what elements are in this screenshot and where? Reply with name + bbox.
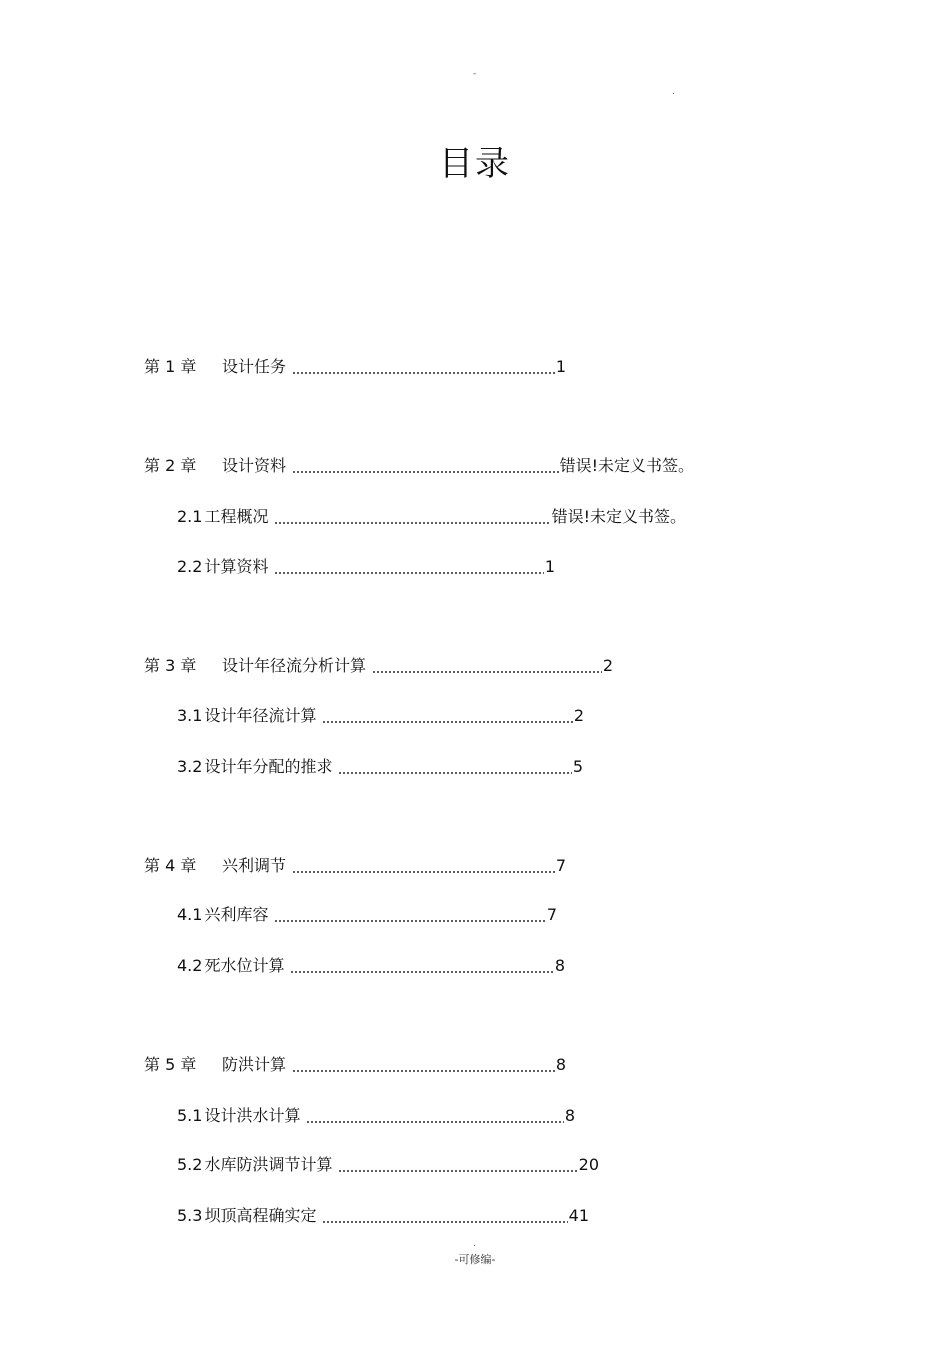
page-number: 7 [555, 856, 566, 875]
page-number: 1 [555, 357, 566, 376]
dot-leader [292, 1054, 555, 1076]
header-mark-dash: - [473, 69, 477, 79]
chapter-number: 第 5 章 [144, 1055, 197, 1074]
entry-title: 水库防洪调节计算 [204, 1155, 333, 1174]
entry-title: 设计年径流计算 [204, 706, 317, 725]
toc-chapter-4[interactable] [144, 855, 566, 877]
page-number: 41 [568, 1206, 589, 1225]
dot-leader [338, 756, 571, 778]
entry-title: 设计年径流分析计算 [222, 656, 367, 675]
section-number: 3.2 [177, 757, 203, 776]
page-number: 2 [602, 656, 613, 675]
toc-section-3-1[interactable] [177, 705, 584, 727]
toc-chapter-1[interactable] [144, 356, 566, 378]
dot-leader [274, 556, 543, 578]
page-number: 8 [564, 1106, 575, 1125]
entry-title: 设计年分配的推求 [204, 757, 333, 776]
chapter-number: 第 4 章 [144, 856, 197, 875]
entry-title: 计算资料 [204, 557, 269, 576]
dot-leader [292, 855, 555, 877]
entry-title: 工程概况 [204, 507, 269, 526]
toc-section-4-1[interactable] [177, 904, 557, 926]
page-footer: -可修编- [454, 1253, 496, 1266]
dot-leader [372, 655, 602, 677]
dot-leader [290, 955, 553, 977]
dot-leader [322, 1205, 567, 1227]
dot-leader [292, 356, 555, 378]
page-number: 8 [554, 956, 565, 975]
page-number: 5 [572, 757, 583, 776]
toc-chapter-2[interactable] [144, 455, 694, 477]
section-number: 4.1 [177, 905, 203, 924]
page-number: 2 [573, 706, 584, 725]
dot-leader [322, 705, 572, 727]
entry-title: 设计任务 [222, 357, 287, 376]
toc-section-4-2[interactable] [177, 955, 565, 977]
page-number: 1 [544, 557, 555, 576]
toc-chapter-3[interactable] [144, 655, 613, 677]
entry-title: 兴利调节 [222, 856, 287, 875]
toc-chapter-5[interactable] [144, 1054, 566, 1076]
entry-title: 设计资料 [222, 456, 287, 475]
dot-leader [274, 904, 545, 926]
page-title: 目录 [439, 144, 511, 184]
entry-title: 兴利库容 [204, 905, 269, 924]
entry-title: 防洪计算 [222, 1055, 287, 1074]
section-number: 5.2 [177, 1155, 203, 1174]
section-number: 2.2 [177, 557, 203, 576]
toc-section-3-2[interactable] [177, 756, 583, 778]
dot-leader [306, 1105, 563, 1127]
entry-title: 设计洪水计算 [204, 1106, 301, 1125]
toc-section-5-1[interactable] [177, 1105, 575, 1127]
chapter-number: 第 2 章 [144, 456, 197, 475]
toc-section-5-3[interactable] [177, 1205, 589, 1227]
page-number: 7 [546, 905, 557, 924]
header-mark-dot: . [672, 87, 675, 97]
dot-leader [292, 455, 559, 477]
dot-leader [274, 506, 550, 528]
section-number: 4.2 [177, 956, 203, 975]
toc-section-5-2[interactable] [177, 1154, 599, 1176]
page-number: 错误!未定义书签。 [559, 456, 694, 475]
chapter-number: 第 1 章 [144, 357, 197, 376]
section-number: 3.1 [177, 706, 203, 725]
chapter-number: 第 3 章 [144, 656, 197, 675]
toc-section-2-2[interactable] [177, 556, 555, 578]
footer-mark-dot: . [473, 1239, 476, 1249]
entry-title: 坝顶高程确实定 [204, 1206, 317, 1225]
section-number: 2.1 [177, 507, 203, 526]
page-number: 8 [555, 1055, 566, 1074]
toc-section-2-1[interactable] [177, 506, 686, 528]
dot-leader [338, 1154, 577, 1176]
section-number: 5.3 [177, 1206, 203, 1225]
section-number: 5.1 [177, 1106, 203, 1125]
entry-title: 死水位计算 [204, 956, 285, 975]
page-number: 20 [578, 1155, 599, 1174]
page-number: 错误!未定义书签。 [551, 507, 686, 526]
